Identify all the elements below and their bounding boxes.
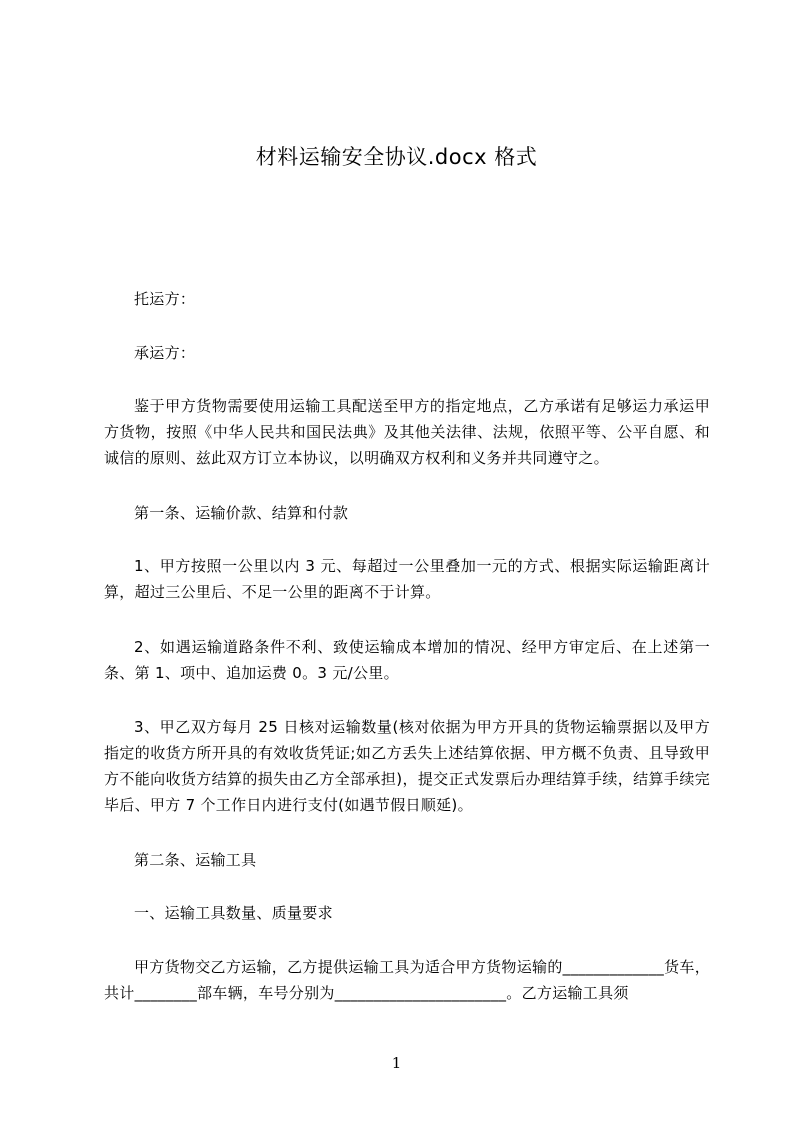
paragraph: 1、甲方按照一公里以内 3 元、每超过一公里叠加一元的方式、根据实际运输距离计算，超过三公里后、不足一公里的距离不于计算。 xyxy=(104,557,710,601)
paragraph: 甲方货物交乙方运输，乙方提供运输工具为适合甲方货物运输的_____________货车，共计________部车辆，车号分别为______________________。乙方运输工具须 xyxy=(104,958,710,1002)
shipper-line xyxy=(104,286,710,312)
clause-3-paragraph xyxy=(104,714,710,818)
clause-1-paragraph xyxy=(104,553,710,605)
preamble-paragraph xyxy=(104,393,710,471)
carrier-line xyxy=(104,340,710,366)
clause-2-paragraph xyxy=(104,634,710,686)
section-one-heading xyxy=(104,900,710,926)
paragraph: 第二条、运输工具 xyxy=(134,851,257,869)
vehicle-paragraph xyxy=(104,954,710,1006)
paragraph: 鉴于甲方货物需要使用运输工具配送至甲方的指定地点，乙方承诺有足够运力承运甲方货物，按照《中华人民共和国民法典》及其他关法律、法规，依照平等、公平自愿、和诚信的原则、兹此双方订立本协议，以明确双方权利和义务并共同遵守之。 xyxy=(104,397,710,467)
paragraph: 第一条、运输价款、结算和付款 xyxy=(134,504,349,522)
paragraph: 2、如遇运输道路条件不利、致使运输成本增加的情况、经甲方审定后、在上述第一条、第 1、项中、追加运费 0。3 元/公里。 xyxy=(104,638,710,682)
document-title: 材料运输安全协议.docx 格式 xyxy=(255,145,538,169)
article-one-heading xyxy=(104,500,710,526)
paragraph: 承运方： xyxy=(134,344,196,362)
paragraph: 3、甲乙双方每月 25 日核对运输数量(核对依据为甲方开具的货物运输票据以及甲方指定的收货方所开具的有效收货凭证;如乙方丢失上述结算依据、甲方概不负责、且导致甲方不能向收货方结算的损失由乙方全部承担)，提交正式发票后办理结算手续，结算手续完毕后、甲方 7 个工作日内进行支付(如遇节假日顺延)。 xyxy=(104,718,710,814)
paragraph: 托运方： xyxy=(134,290,196,308)
article-two-heading xyxy=(104,847,710,873)
paragraph: 一、运输工具数量、质量要求 xyxy=(134,904,333,922)
page-number: 1 xyxy=(391,1054,402,1072)
